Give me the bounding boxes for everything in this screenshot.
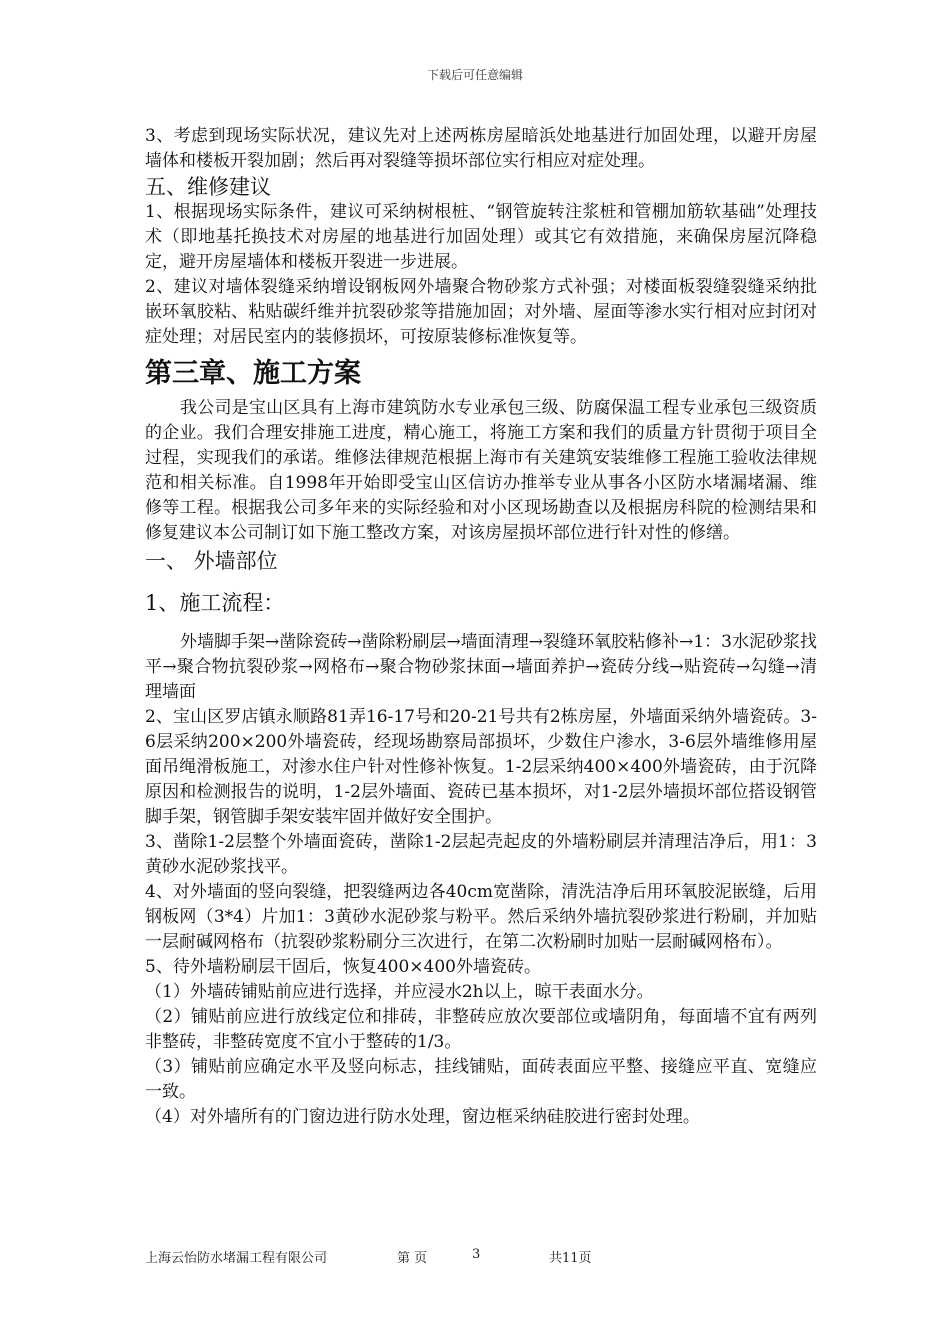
chapter-title: 第三章、施工方案	[145, 358, 361, 389]
paragraph-subitem-4: （4）对外墙所有的门窗边进行防水处理，窗边框采纳硅胶进行密封处理。	[145, 1107, 700, 1127]
paragraph-item-4: 4、对外墙面的竖向裂缝，把裂缝两边各40cm宽凿除，清洗洁净后用环氧胶泥嵌缝，后用钢板网（3*4）片加1：3黄砂水泥砂浆与粉平。然后采纳外墙抗裂砂浆进行粉刷，并加贴一层耐碱网格布（抗裂砂浆粉刷分三次进行，在第二次粉刷时加贴一层耐碱网格布）。	[145, 882, 817, 952]
subsection-heading-exterior-wall: 一、 外墙部位	[145, 549, 278, 573]
section-heading-maintenance-advice: 五、维修建议	[145, 175, 271, 199]
subsection-heading-process: 1、施工流程：	[145, 591, 285, 615]
paragraph-advice-1: 1、根据现场实际条件，建议可采纳树根桩、“钢管旋转注浆桩和管棚加筋软基础”处理技术（即地基托换技术对房屋的地基进行加固处理）或其它有效措施，来确保房屋沉降稳定，避开房屋墙体和楼板开裂进一步进展。	[145, 202, 817, 272]
paragraph-advice-2: 2、建议对墙体裂缝采纳增设钢板网外墙聚合物砂浆方式补强；对楼面板裂缝裂缝采纳批嵌环氧胶粘、粘贴碳纤维并抗裂砂浆等措施加固；对外墙、屋面等渗水实行相对应封闭对症处理；对居民室内的装修损坏，可按原装修标准恢复等。	[145, 277, 817, 347]
paragraph-subitem-3: （3）铺贴前应确定水平及竖向标志，挂线铺贴，面砖表面应平整、接缝应平直、宽缝应一致。	[145, 1057, 817, 1102]
paragraph-item-3: 3、凿除1-2层整个外墙面瓷砖，凿除1-2层起壳起皮的外墙粉刷层并清理洁净后，用1：3黄砂水泥砂浆找平。	[145, 832, 817, 877]
paragraph-3: 3、考虑到现场实际状况，建议先对上述两栋房屋暗浜处地基进行加固处理，以避开房屋墙体和楼板开裂加剧；然后再对裂缝等损坏部位实行相应对症处理。	[145, 126, 817, 171]
paragraph-process-flow: 外墙脚手架→凿除瓷砖→凿除粉刷层→墙面清理→裂缝环氧胶粘修补→1：3水泥砂浆找平→聚合物抗裂砂浆→网格布→聚合物砂浆抹面→墙面养护→瓷砖分线→贴瓷砖→勾缝→清理墙面	[145, 632, 817, 702]
footer-company: 上海云怡防水堵漏工程有限公司	[145, 1251, 328, 1266]
footer-page-label: 第 页	[397, 1251, 428, 1266]
paragraph-subitem-1: （1）外墙砖铺贴前应进行选择，并应浸水2h以上，晾干表面水分。	[145, 982, 654, 1002]
paragraph-company-intro: 我公司是宝山区具有上海市建筑防水专业承包三级、防腐保温工程专业承包三级资质的企业。我们合理安排施工进度，精心施工，将施工方案和我们的质量方针贯彻于项目全过程，实现我们的承诺。维修法律规范根据上海市有关建筑安装维修工程施工验收法律规范和相关标准。自1998年开始即受宝山区信访办推举专业从事各小区防水堵漏堵漏、维修等工程。根据我公司多年来的实际经验和对小区现场勘查以及根据房科院的检测结果和修复建议本公司制订如下施工整改方案，对该房屋损坏部位进行针对性的修缮。	[145, 398, 817, 543]
document-body	[145, 124, 817, 1130]
footer-page-number: 3	[472, 1247, 481, 1262]
page-header: 下载后可任意编辑	[426, 68, 523, 82]
footer-total-pages: 共11页	[549, 1251, 592, 1266]
paragraph-subitem-2: （2）铺贴前应进行放线定位和排砖，非整砖应放次要部位或墙阴角，每面墙不宜有两列非整砖，非整砖宽度不宜小于整砖的1/3。	[145, 1007, 817, 1052]
paragraph-item-5: 5、待外墙粉刷层干固后，恢复400×400外墙瓷砖。	[145, 957, 541, 977]
paragraph-item-2: 2、宝山区罗店镇永顺路81弄16-17号和20-21号共有2栋房屋，外墙面采纳外墙瓷砖。3-6层采纳200×200外墙瓷砖，经现场勘察局部损坏，少数住户渗水，3-6层外墙维修用屋面吊绳滑板施工，对渗水住户针对性修补恢复。1-2层采纳400×400外墙瓷砖，由于沉降原因和检测报告的说明，1-2层外墙面、瓷砖已基本损坏，对1-2层外墙损坏部位搭设钢管脚手架，钢管脚手架安装牢固并做好安全围护。	[145, 707, 817, 827]
